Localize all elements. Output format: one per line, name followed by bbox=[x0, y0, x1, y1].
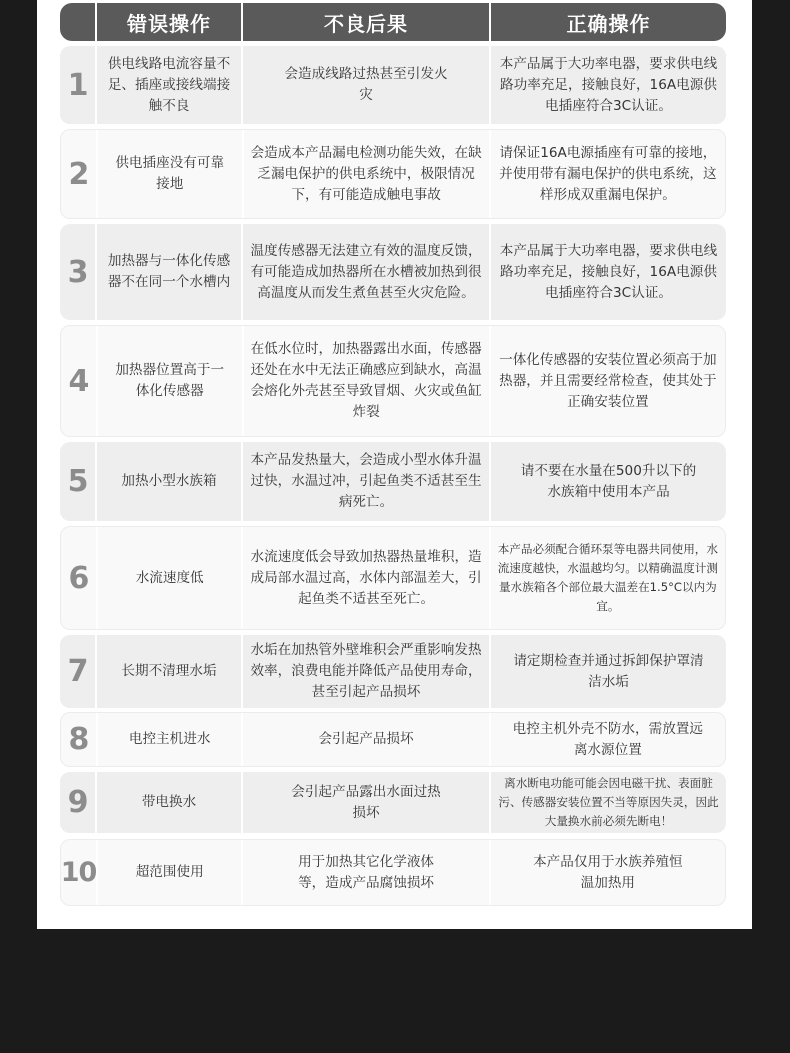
row-mistake: 水流速度低 bbox=[96, 527, 242, 629]
row-number: 9 bbox=[67, 785, 88, 820]
row-mistake: 加热小型水族箱 bbox=[95, 442, 241, 521]
table-row bbox=[60, 46, 726, 124]
row-mistake: 供电线路电流容量不足、插座或接线端接触不良 bbox=[95, 46, 241, 124]
table-row bbox=[60, 712, 726, 767]
table-row bbox=[60, 635, 726, 708]
row-mistake: 超范围使用 bbox=[96, 840, 241, 905]
row-correct: 请不要在水量在500升以下的水族箱中使用本产品 bbox=[489, 442, 726, 521]
header-consequence: 不良后果 bbox=[241, 3, 489, 41]
table-row bbox=[60, 839, 726, 906]
row-correct: 一体化传感器的安装位置必须高于加热器，并且需要经常检查，使其处于正确安装位置 bbox=[489, 326, 725, 436]
row-consequence: 会造成本产品漏电检测功能失效，在缺乏漏电保护的供电系统中，极限情况下，有可能造成触电事故 bbox=[242, 130, 489, 218]
row-correct: 请定期检查并通过拆卸保护罩清洁水垢 bbox=[489, 635, 726, 708]
row-correct: 离水断电功能可能会因电磁干扰、表面脏污、传感器安装位置不当等原因失灵，因此大量换水前必须先断电！ bbox=[489, 772, 726, 833]
row-number: 3 bbox=[67, 254, 88, 290]
table-row bbox=[60, 224, 726, 320]
table-row bbox=[60, 526, 726, 630]
row-correct: 本产品必须配合循环泵等电器共同使用，水流速度越快，水温越均匀。以精确温度计测量水族箱各个部位最大温差在1.5°C以内为宜。 bbox=[489, 527, 725, 629]
table-header bbox=[60, 3, 726, 41]
row-consequence: 水垢在加热管外壁堆积会严重影响发热效率，浪费电能并降低产品使用寿命，甚至引起产品损坏 bbox=[241, 635, 489, 708]
table-row bbox=[60, 772, 726, 833]
row-number: 8 bbox=[68, 722, 89, 757]
row-number: 1 bbox=[67, 67, 88, 103]
row-consequence: 本产品发热量大，会造成小型水体升温过快，水温过冲，引起鱼类不适甚至生病死亡。 bbox=[241, 442, 489, 521]
row-number: 5 bbox=[67, 464, 88, 499]
row-number: 4 bbox=[68, 363, 89, 399]
row-number: 2 bbox=[68, 156, 89, 192]
row-correct: 本产品仅用于水族养殖恒温加热用 bbox=[489, 840, 725, 905]
row-correct: 电控主机外壳不防水，需放置远离水源位置 bbox=[489, 713, 725, 766]
table-row bbox=[60, 325, 726, 437]
header-number-cell bbox=[60, 3, 95, 41]
row-mistake: 加热器位置高于一体化传感器 bbox=[96, 326, 242, 436]
row-consequence: 会引起产品损坏 bbox=[241, 713, 488, 766]
row-consequence: 水流速度低会导致加热器热量堆积，造成局部水温过高，水体内部温差大，引起鱼类不适甚至死亡。 bbox=[241, 527, 488, 629]
row-consequence: 用于加热其它化学液体等，造成产品腐蚀损坏 bbox=[241, 840, 488, 905]
header-correct: 正确操作 bbox=[489, 3, 726, 41]
table-row bbox=[60, 442, 726, 521]
row-mistake: 加热器与一体化传感器不在同一个水槽内 bbox=[95, 224, 241, 320]
row-consequence: 温度传感器无法建立有效的温度反馈，有可能造成加热器所在水槽被加热到很高温度从而发生煮鱼甚至火灾危险。 bbox=[241, 224, 489, 320]
row-number: 10 bbox=[60, 857, 97, 888]
row-mistake: 电控主机进水 bbox=[96, 713, 242, 766]
row-correct: 本产品属于大功率电器，要求供电线路功率充足，接触良好，16A电源供电插座符合3C认证。 bbox=[489, 224, 726, 320]
header-mistake: 错误操作 bbox=[95, 3, 241, 41]
row-correct: 本产品属于大功率电器，要求供电线路功率充足，接触良好，16A电源供电插座符合3C认证。 bbox=[489, 46, 726, 124]
row-consequence: 会造成线路过热甚至引发火灾 bbox=[241, 46, 489, 124]
row-consequence: 在低水位时，加热器露出水面，传感器还处在水中无法正确感应到缺水，高温会熔化外壳甚至导致冒烟、火灾或鱼缸炸裂 bbox=[242, 326, 489, 436]
row-consequence: 会引起产品露出水面过热损坏 bbox=[241, 772, 489, 833]
row-correct: 请保证16A电源插座有可靠的接地，并使用带有漏电保护的供电系统，这样形成双重漏电保护。 bbox=[489, 130, 725, 218]
row-mistake: 长期不清理水垢 bbox=[95, 635, 241, 708]
row-mistake: 带电换水 bbox=[95, 772, 241, 833]
table-row bbox=[60, 129, 726, 219]
row-number: 7 bbox=[67, 654, 88, 689]
row-mistake: 供电插座没有可靠接地 bbox=[96, 130, 242, 218]
row-number: 6 bbox=[68, 560, 89, 596]
